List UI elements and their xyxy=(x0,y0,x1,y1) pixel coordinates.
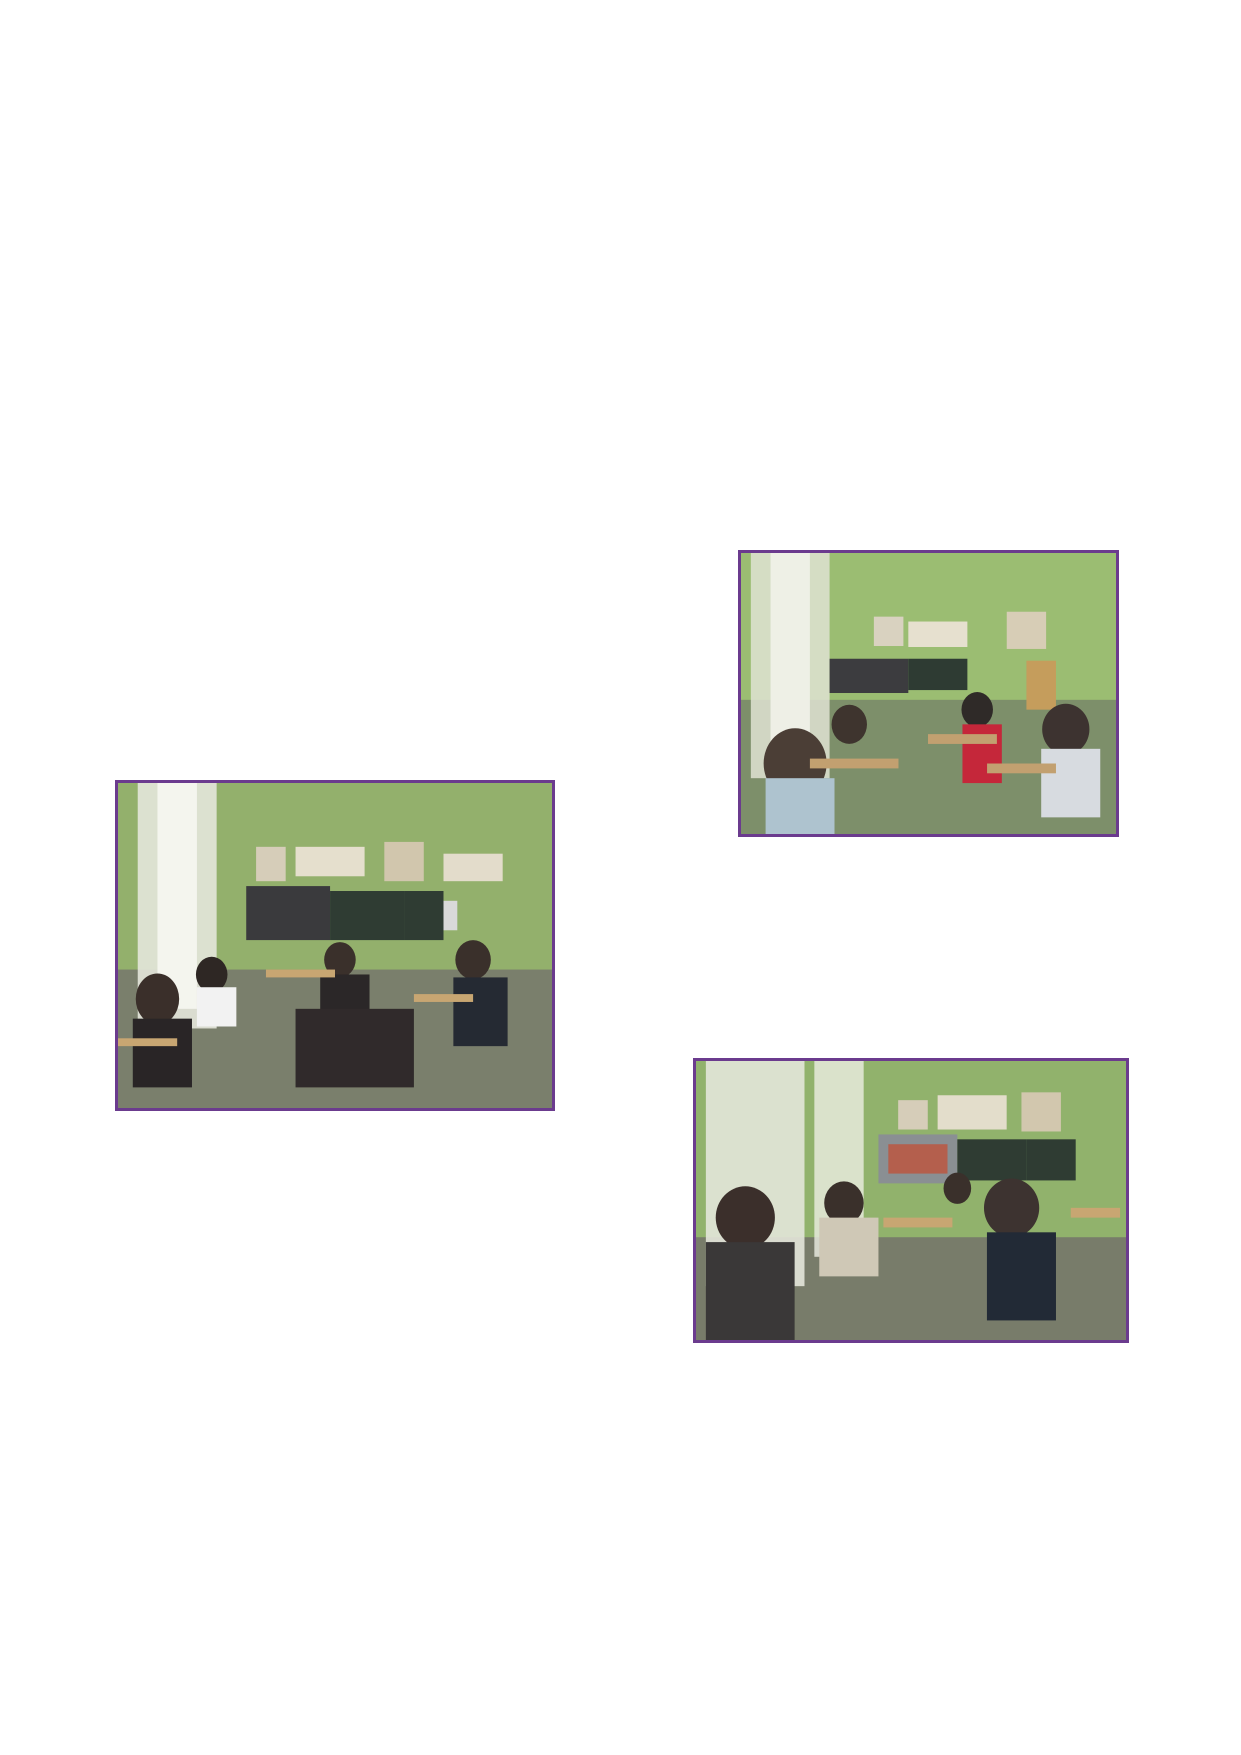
ornament-border-top xyxy=(40,50,1201,90)
photo-3-image xyxy=(696,1061,1126,1340)
schedule-item-3 xyxy=(200,1171,620,1219)
ornament-border-bottom xyxy=(40,1668,1201,1708)
ornament-border-left xyxy=(52,90,92,1665)
outro-paragraph xyxy=(115,1358,1128,1406)
photo-1-image xyxy=(741,553,1116,834)
photo-classroom-1 xyxy=(738,550,1119,837)
ornament-border-right xyxy=(1148,90,1188,1665)
schedule-item-2 xyxy=(700,918,1060,966)
photo-2-image xyxy=(118,783,552,1108)
intro-paragraph xyxy=(115,322,1128,370)
photo-classroom-3 xyxy=(693,1058,1129,1343)
photo-classroom-2 xyxy=(115,780,555,1111)
